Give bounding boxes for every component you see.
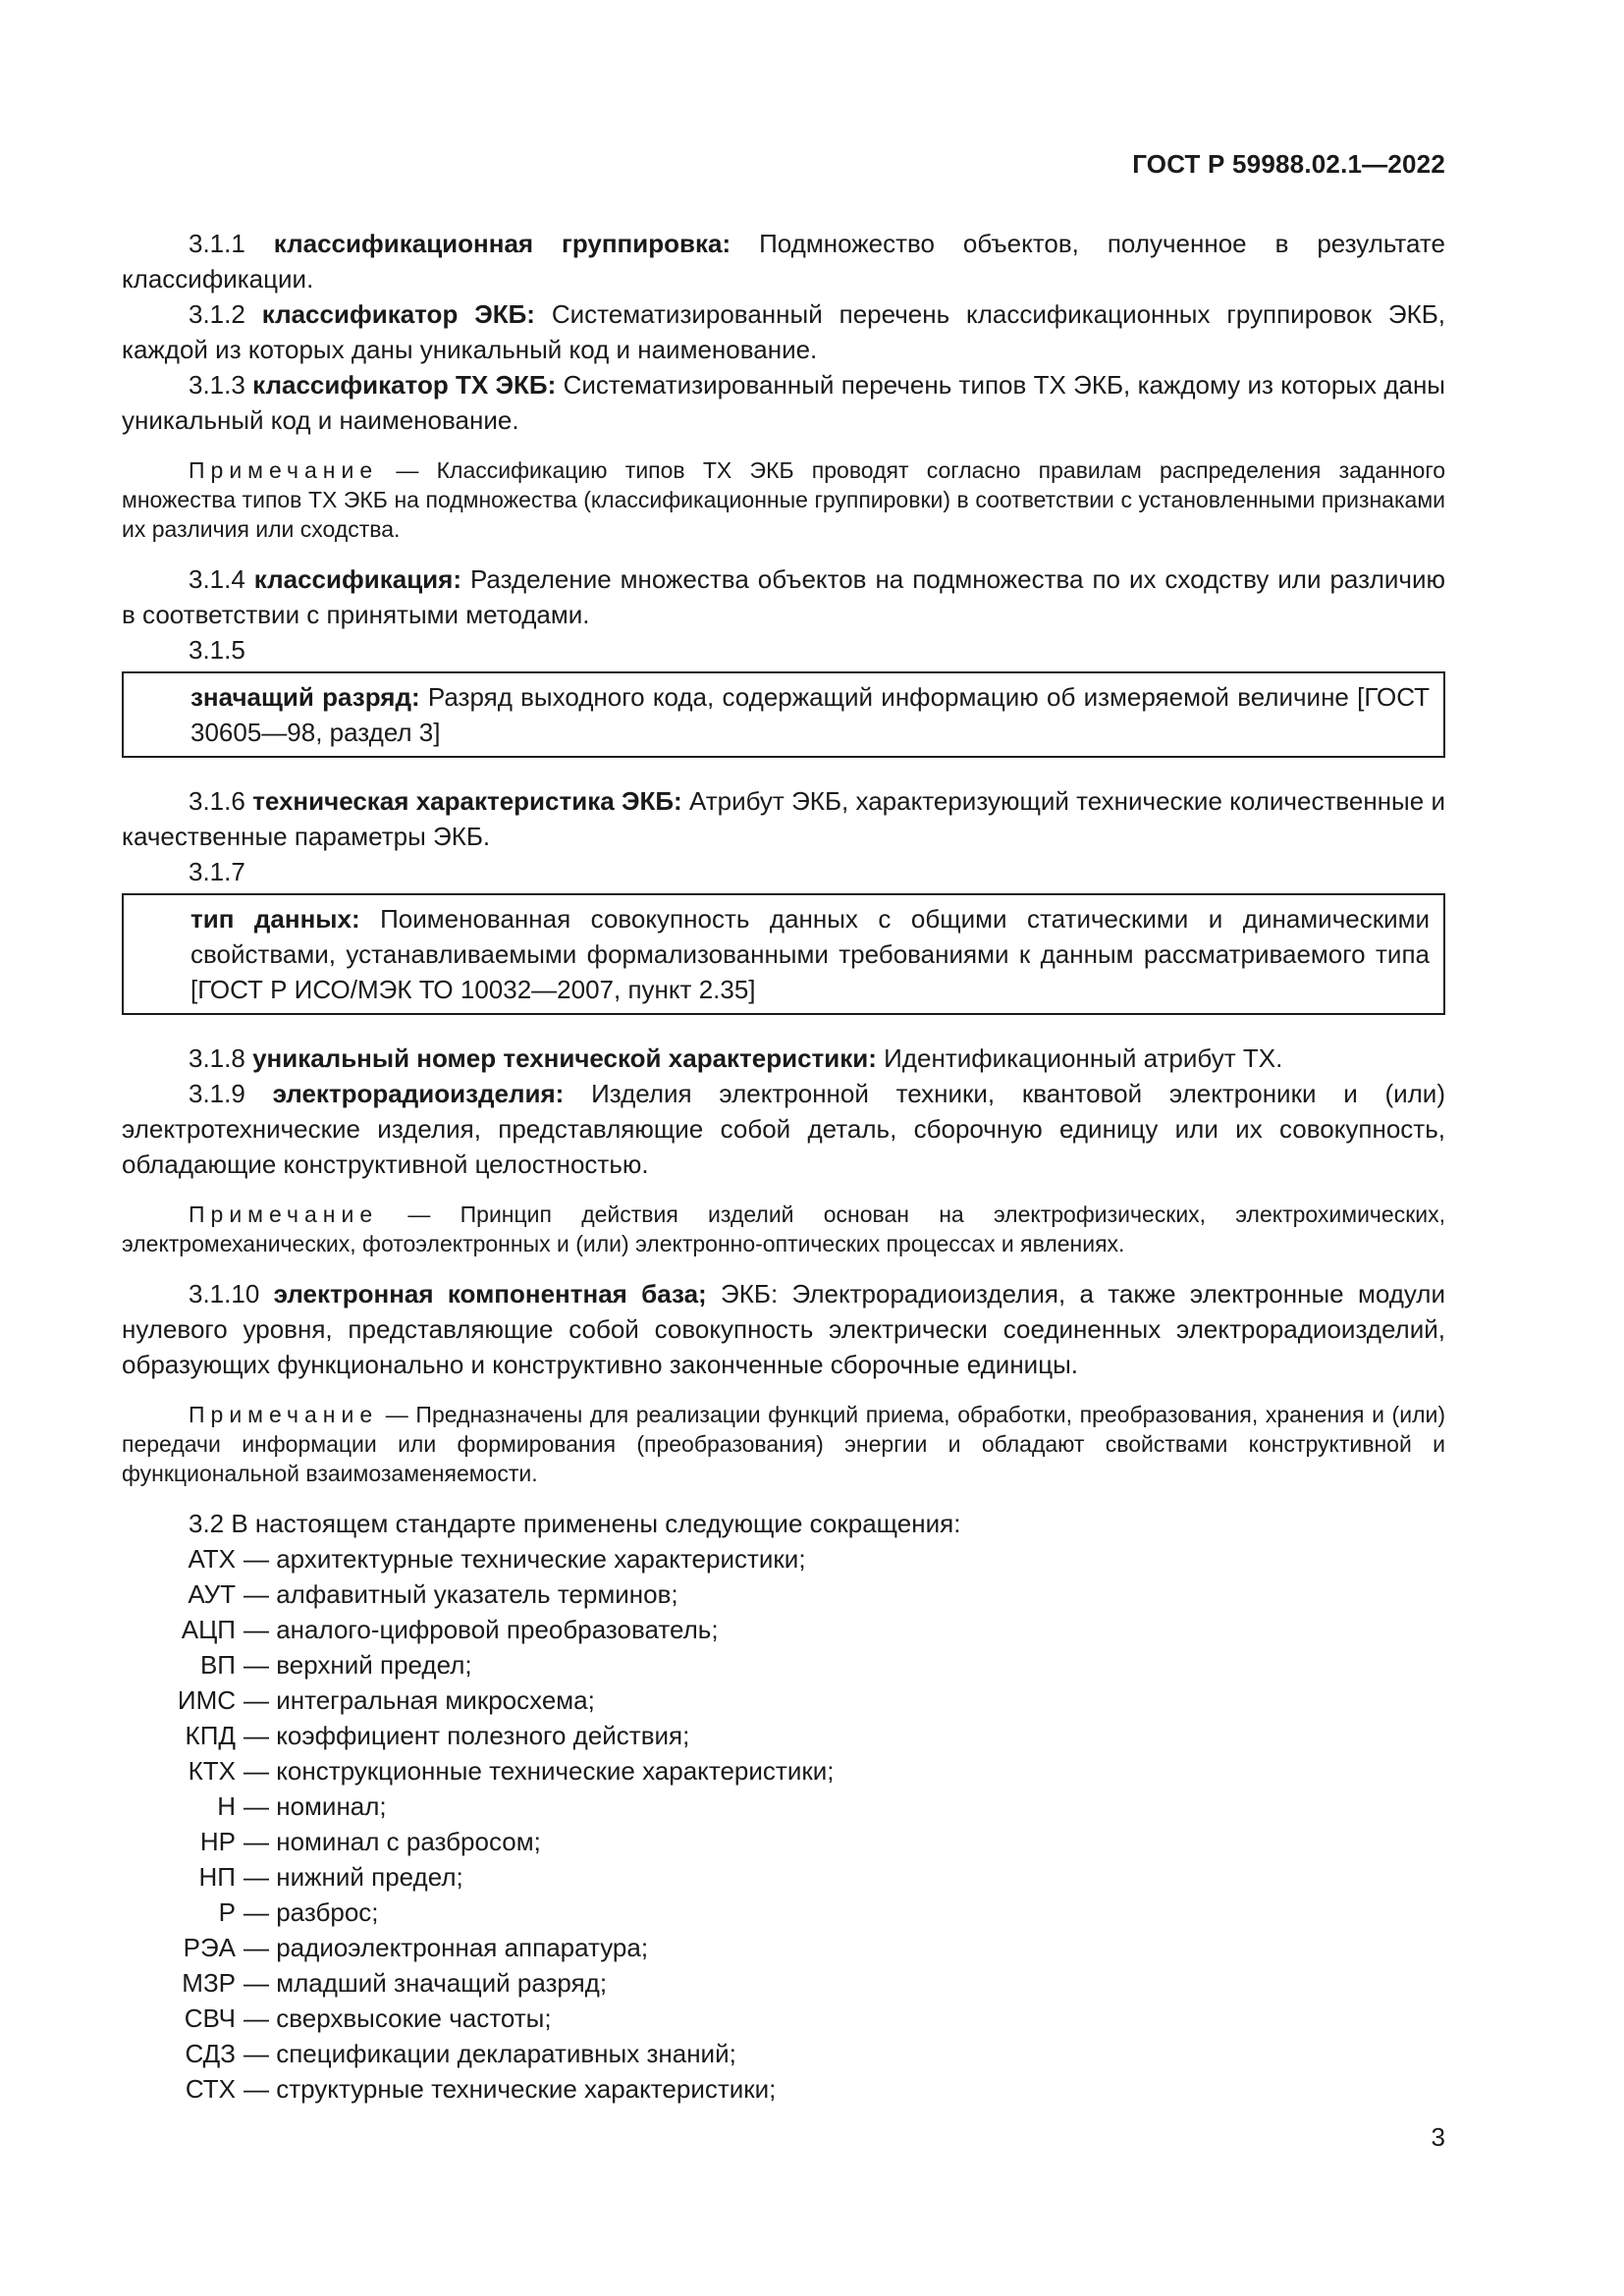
abbreviation-item [122,1965,1445,2001]
note-3: Примечание — Предназначены для реализации функций приема, обработки, преобразования, хранения и (или) передачи информации или формирования (преобразования) энергии и обладают свойствами конструктивной и функциональной взаимозаменяемости. [122,1402,1445,1486]
abbreviation-item [122,1647,1445,1682]
page-number: 3 [1431,2122,1445,2152]
note-1: Примечание — Классификацию типов ТХ ЭКБ проводят согласно правилам распределения заданного множества типов ТХ ЭКБ на подмножества (классификационные группировки) в соответствии с установленными признаками их различия или сходства. [122,457,1445,542]
abbreviation-key: СДЗ [185,2039,236,2068]
abbreviation-item [122,1930,1445,1965]
definition-3-1-3: 3.1.3 классификатор ТХ ЭКБ: Систематизированный перечень типов ТХ ЭКБ, каждому из которых даны уникальный код и наименование. [122,370,1445,435]
abbreviation-item [122,1895,1445,1930]
abbreviation-key: АЦП [181,1615,236,1644]
abbreviation-value: — интегральная микросхема; [244,1685,595,1715]
abbreviation-item [122,2001,1445,2036]
abbreviation-key: КПД [185,1721,236,1750]
definition-3-1-10: 3.1.10 электронная компонентная база; ЭКБ: Электрорадиоизделия, а также электронные модули нулевого уровня, представляющие собой совокупность электрически соединенных электрорадиоизделий, образующих функционально и конструктивно законченные сборочные единицы. [122,1279,1445,1379]
definition-3-1-5-box: значащий разряд: Разряд выходного кода, содержащий информацию об измеряемой величине [ГОСТ 30605—98, раздел 3] [122,671,1445,758]
definition-3-1-8: 3.1.8 уникальный номер технической характеристики: Идентификационный атрибут ТХ. [189,1043,1283,1073]
abbreviation-value: — спецификации декларативных знаний; [244,2039,736,2068]
term: классификация: [253,564,461,594]
term: классификатор ТХ ЭКБ: [252,370,557,400]
abbreviation-key: РЭА [183,1933,236,1962]
abbreviation-key: АТХ [188,1544,236,1574]
abbreviation-item [122,1753,1445,1789]
abbreviation-key: ВП [199,1650,236,1680]
abbreviation-key: Р [218,1897,236,1927]
abbreviation-value: — структурные технические характеристики; [244,2074,777,2104]
abbreviation-value: — младший значащий разряд; [244,1968,608,1998]
definition-3-1-5-number: 3.1.5 [189,635,245,665]
definition-3-1-7-box: тип данных: Поименованная совокупность данных с общими статическими и динамическими свойствами, устанавливаемыми формализованными требованиями к данным рассматриваемого типа [ГОСТ Р ИСО/МЭК ТО 10032—2007, пункт 2.35] [122,893,1445,1015]
abbreviation-value: — номинал; [244,1791,387,1821]
definition-3-1-2: 3.1.2 классификатор ЭКБ: Систематизированный перечень классификационных группировок ЭКБ, каждой из которых даны уникальный код и наименование. [122,299,1446,364]
note-label: Примечание [189,457,379,483]
term: классификационная группировка: [273,229,731,258]
abbreviations-list [122,1541,1445,2107]
definition-3-1-9: 3.1.9 электрорадиоизделия: Изделия электронной техники, квантовой электроники и (или) электротехнические изделия, представляющие собой деталь, сборочную единицу или их совокупность, обладающие конструктивной целостностью. [122,1079,1445,1179]
abbreviation-key: НР [199,1827,236,1856]
abbreviation-item [122,2036,1445,2071]
abbreviation-key: СТХ [185,2074,236,2104]
abbreviation-item [122,1682,1445,1718]
page-content [122,226,1445,2107]
abbreviation-value: — конструкционные технические характеристики; [244,1756,835,1786]
abbreviation-key: НП [198,1862,236,1892]
definition-3-1-4: 3.1.4 классификация: Разделение множества объектов на подмножества по их сходству или различию в соответствии с принятыми методами. [122,564,1445,629]
abbreviation-key: ИМС [177,1685,236,1715]
note-2: Примечание — Принцип действия изделий основан на электрофизических, электрохимических, электромеханических, фотоэлектронных и (или) электронно-оптических процессах и явлениях. [122,1201,1446,1256]
abbreviation-value: — верхний предел; [244,1650,472,1680]
abbreviation-value: — сверхвысокие частоты; [244,2003,552,2033]
abbreviation-item [122,1541,1445,1576]
definition-3-1-1: 3.1.1 классификационная группировка: Подмножество объектов, полученное в результате классификации. [122,229,1446,294]
term: тип данных: [190,904,360,934]
abbreviation-key: КТХ [188,1756,236,1786]
abbreviation-item [122,1824,1445,1859]
document-header: ГОСТ Р 59988.02.1—2022 [1132,149,1445,179]
abbreviation-value: — нижний предел; [244,1862,463,1892]
abbreviation-item [122,2071,1445,2107]
definition-3-1-6: 3.1.6 техническая характеристика ЭКБ: Атрибут ЭКБ, характеризующий технические количественные и качественные параметры ЭКБ. [122,786,1445,851]
definition-3-1-7-number: 3.1.7 [189,857,245,886]
term: значащий разряд: [190,682,420,712]
abbreviation-value: — разброс; [244,1897,379,1927]
note-label: Примечание [189,1402,379,1427]
abbreviation-value: — архитектурные технические характеристики; [244,1544,806,1574]
abbreviation-value: — номинал с разбросом; [244,1827,541,1856]
note-label: Примечание [189,1201,379,1227]
abbreviation-key: АУТ [188,1579,236,1609]
abbreviation-value: — алфавитный указатель терминов; [244,1579,678,1609]
abbreviation-value: — радиоэлектронная аппаратура; [244,1933,649,1962]
term: уникальный номер технической характеристики: [252,1043,877,1073]
term: электронная компонентная база; [273,1279,707,1308]
abbreviation-item [122,1859,1445,1895]
term: классификатор ЭКБ: [261,299,535,329]
abbreviations-intro: 3.2 В настоящем стандарте применены следующие сокращения: [189,1509,961,1538]
abbreviation-key: МЗР [182,1968,236,1998]
abbreviation-key: СВЧ [184,2003,236,2033]
term: электрорадиоизделия: [272,1079,565,1108]
abbreviation-item [122,1789,1445,1824]
abbreviation-value: — коэффициент полезного действия; [244,1721,690,1750]
abbreviation-item [122,1612,1445,1647]
term: техническая характеристика ЭКБ: [252,786,682,816]
abbreviation-item [122,1718,1445,1753]
abbreviation-key: Н [217,1791,236,1821]
abbreviation-value: — аналого-цифровой преобразователь; [244,1615,719,1644]
abbreviation-item [122,1576,1445,1612]
